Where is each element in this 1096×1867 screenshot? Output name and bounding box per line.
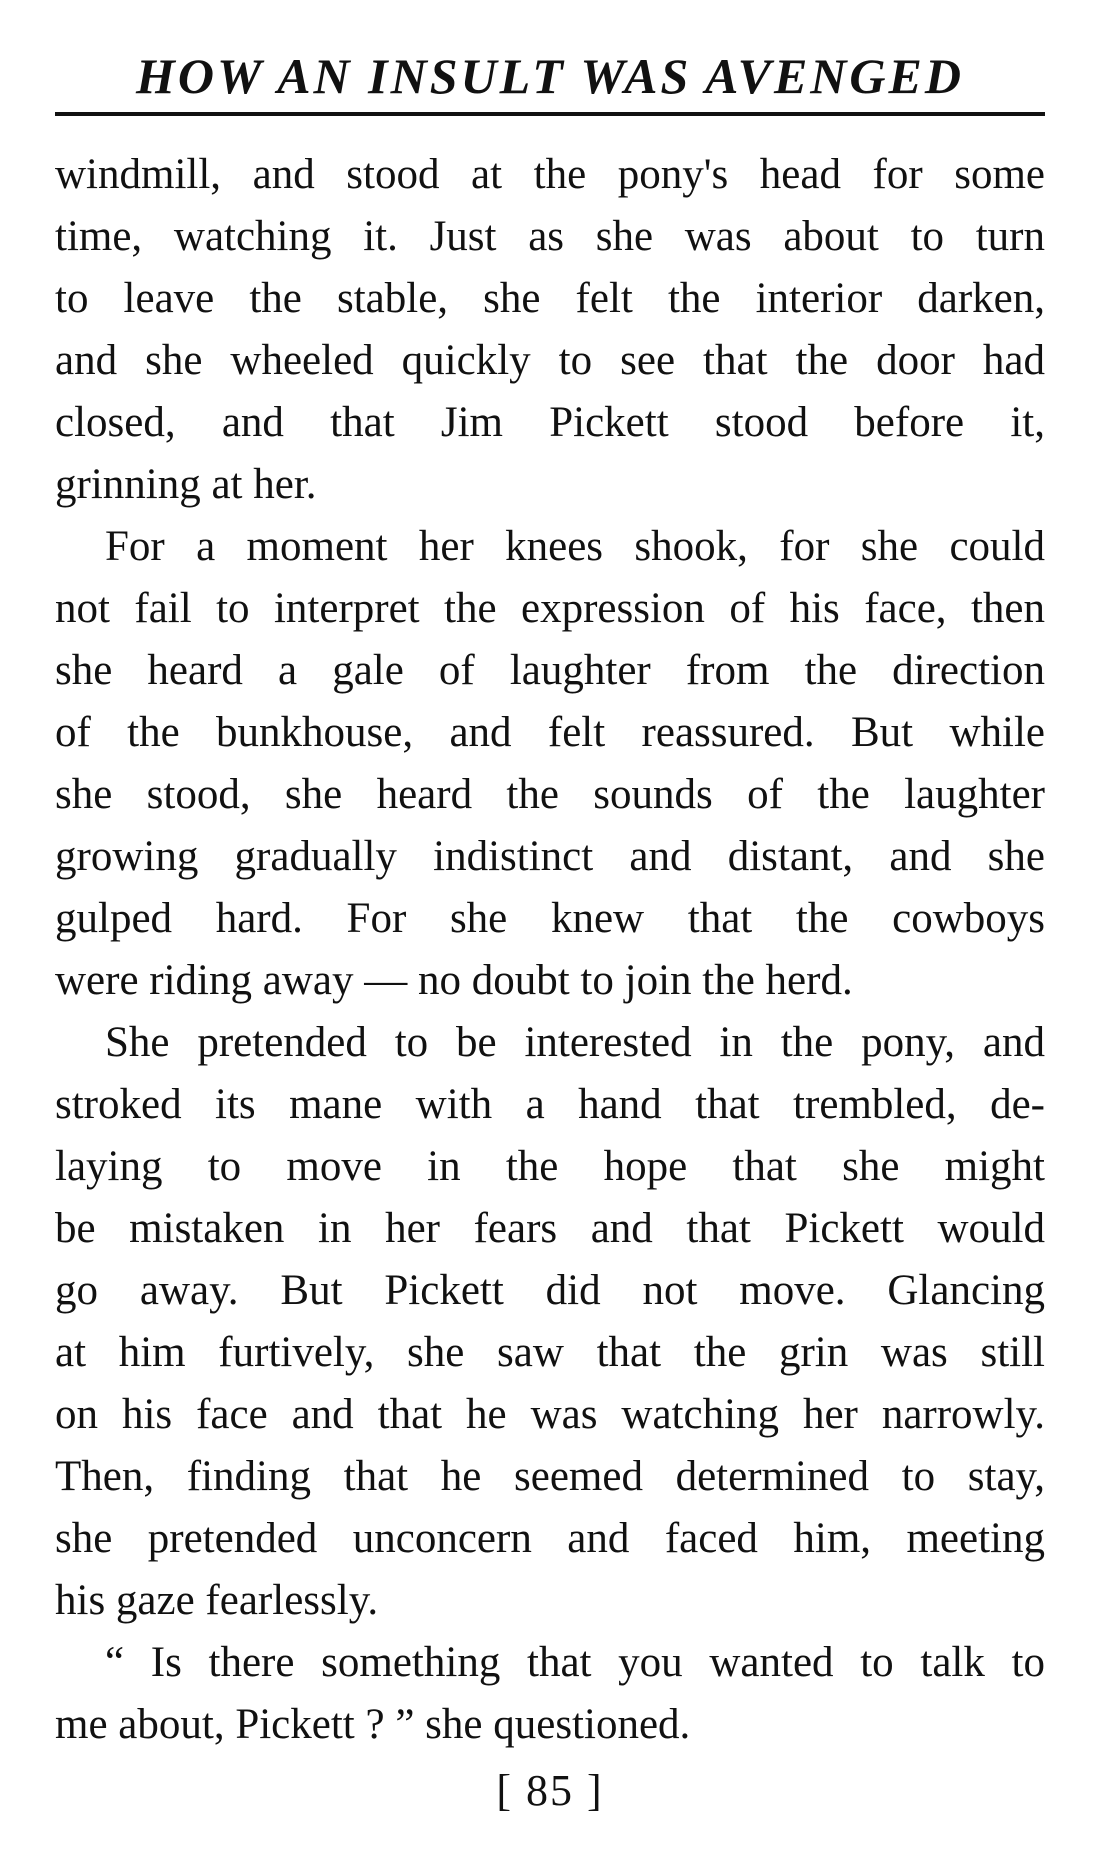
page-number: [ 85 ] — [496, 1766, 604, 1815]
text-line: his gaze fearlessly. — [55, 1577, 379, 1624]
text-line: not fail to interpret the expression of his face, then — [55, 585, 1045, 632]
text-line: at him furtively, she saw that the grin was still — [55, 1329, 1045, 1376]
text-line: growing gradually indistinct and distant, and she — [55, 833, 1045, 880]
text-line: She pretended to be interested in the pony, and — [105, 1019, 1045, 1066]
body-text — [55, 144, 1045, 1756]
text-line: she stood, she heard the sounds of the laughter — [55, 771, 1045, 818]
text-line: laying to move in the hope that she might — [55, 1143, 1045, 1190]
text-line: on his face and that he was watching her narrowly. — [55, 1391, 1045, 1438]
text-line: of the bunkhouse, and felt reassured. But while — [55, 709, 1045, 756]
paragraph-3 — [55, 1012, 1045, 1632]
text-line: be mistaken in her fears and that Pickett would — [55, 1205, 1045, 1252]
text-line: closed, and that Jim Pickett stood before it, — [55, 399, 1045, 446]
text-line: windmill, and stood at the pony's head for some — [55, 151, 1045, 198]
running-head: HOW AN INSULT WAS AVENGED — [136, 48, 964, 104]
text-line: were riding away — no doubt to join the herd. — [55, 957, 853, 1004]
text-line: gulped hard. For she knew that the cowboys — [55, 895, 1045, 942]
header-rule — [55, 112, 1045, 116]
text-line: she pretended unconcern and faced him, meeting — [55, 1515, 1045, 1562]
text-line: grinning at her. — [55, 461, 317, 508]
book-page — [55, 40, 1045, 1840]
text-line: she heard a gale of laughter from the direction — [55, 647, 1045, 694]
text-line: Then, finding that he seemed determined to stay, — [55, 1453, 1045, 1500]
text-line: For a moment her knees shook, for she could — [105, 523, 1045, 570]
text-line: to leave the stable, she felt the interior darken, — [55, 275, 1045, 322]
paragraph-1 — [55, 144, 1045, 516]
text-line: time, watching it. Just as she was about to turn — [55, 213, 1045, 260]
paragraph-2 — [55, 516, 1045, 1012]
text-line: and she wheeled quickly to see that the door had — [55, 337, 1045, 384]
text-line: go away. But Pickett did not move. Glancing — [55, 1267, 1045, 1314]
text-line: me about, Pickett ? ” she questioned. — [55, 1701, 691, 1748]
paragraph-4 — [55, 1632, 1045, 1756]
text-line: stroked its mane with a hand that trembled, de- — [55, 1081, 1045, 1128]
text-line: “ Is there something that you wanted to talk to — [105, 1639, 1045, 1686]
